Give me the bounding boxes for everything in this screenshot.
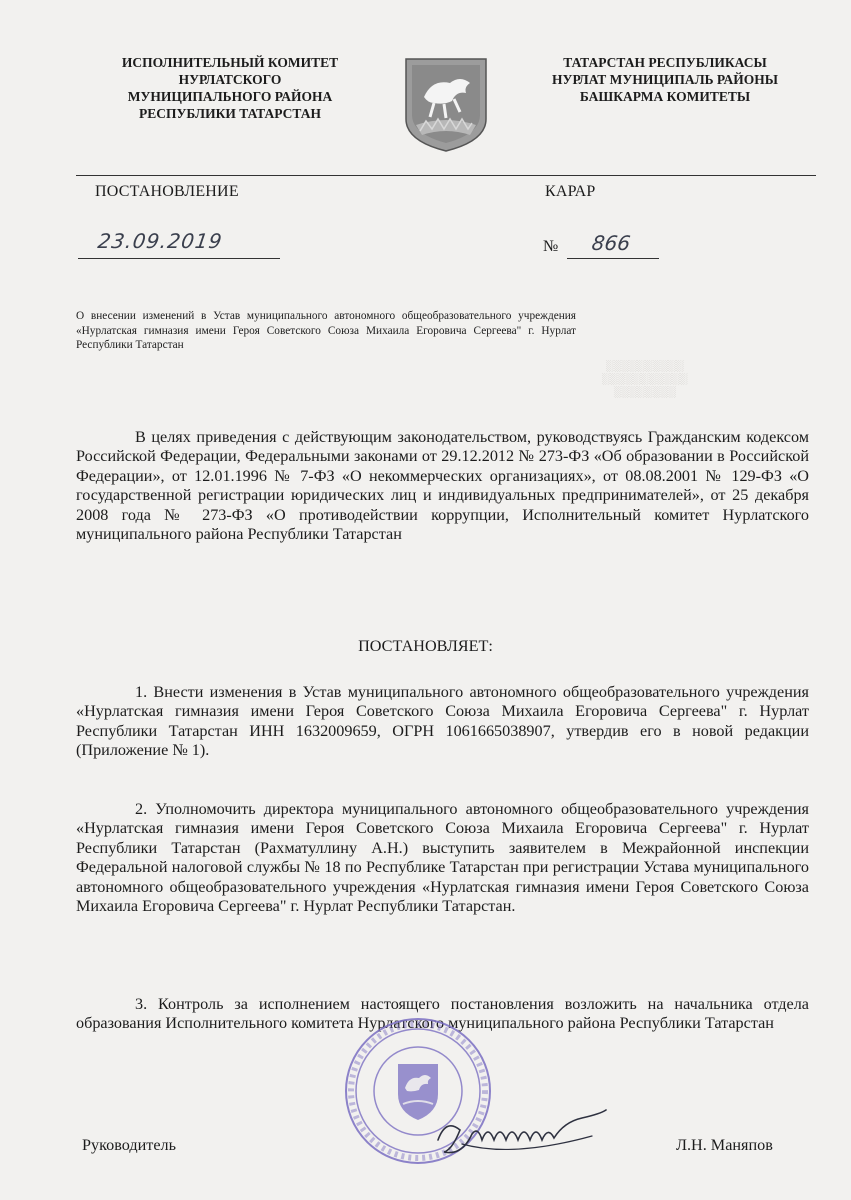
coat-of-arms-icon — [404, 57, 488, 153]
doc-type-ru: ПОСТАНОВЛЕНИЕ — [95, 183, 239, 200]
doc-type-tt: КАРАР — [545, 183, 596, 200]
header-right-line: НУРЛАТ МУНИЦИПАЛЬ РАЙОНЫ — [552, 72, 778, 87]
signatory-name: Л.Н. Маняпов — [676, 1136, 773, 1154]
preamble-paragraph: В целях приведения с действующим законодательством, руководствуясь Гражданским кодексом Российской Федерации, Федеральными законами от 29.12.2012 № 273-ФЗ «Об образовании в Российской Федерации», от 12.01.1996 № 7-ФЗ «О некоммерческих организациях», от 08.08.2001 № 129-ФЗ «О государственной регистрации юридических лиц и индивидуальных предпринимателей», от 25 декабря 2008 года № 273-ФЗ «О противодействии коррупции, Исполнительный комитет Нурлатского муниципального района Республики Татарстан — [76, 428, 809, 544]
handwritten-signature — [432, 1100, 610, 1166]
date-underline — [78, 258, 280, 259]
signatory-title: Руководитель — [82, 1136, 177, 1154]
resolution-item: 3. Контроль за исполнением настоящего постановления возложить на начальника отдела образования Исполнительного комитета Нурлатского муниципального района Республики Татарстан — [76, 995, 809, 1033]
header-divider — [76, 175, 816, 176]
number-underline — [567, 258, 659, 259]
resolution-item: 1. Внести изменения в Устав муниципального автономного общеобразовательного учреждения «Нурлатская гимназия имени Героя Советского Союза Михаила Егоровича Сергеева" г. Нурлат Республики Татарстан ИНН 1632009659, ОГРН 1061665038907, утвердив его в новой редакции (Приложение № 1). — [76, 683, 809, 760]
document-date: 23.09.2019 — [96, 229, 225, 253]
document-number: 866 — [590, 231, 632, 255]
header-left-block — [80, 54, 380, 122]
document-subject: О внесении изменений в Устав муниципального автономного общеобразовательного учреждения «Нурлатская гимназия имени Героя Советского Союза Михаила Егоровича Сергеева" г. Нурлат Республики Татарстан — [76, 310, 576, 351]
header-left-line: НУРЛАТСКОГО — [178, 72, 282, 87]
header-right-line: БАШКАРМА КОМИТЕТЫ — [579, 89, 751, 104]
header-left-line: МУНИЦИПАЛЬНОГО РАЙОНА — [127, 89, 333, 104]
header-left-line: ИСПОЛНИТЕЛЬНЫЙ КОМИТЕТ — [121, 55, 339, 70]
resolves-heading: ПОСТАНОВЛЯЕТ: — [358, 637, 493, 655]
number-sign: № — [543, 238, 559, 255]
header-right-block — [500, 54, 830, 105]
bleed-through-decoration: ░░░░░░░░░░ ░░░░░░░░░░░ ░░░░░░░░ — [602, 360, 688, 398]
header-right-line: ТАТАРСТАН РЕСПУБЛИКАСЫ — [563, 55, 767, 70]
header-left-line: РЕСПУБЛИКИ ТАТАРСТАН — [139, 106, 321, 121]
resolution-item: 2. Уполномочить директора муниципального автономного общеобразовательного учреждения «Нурлатская гимназия имени Героя Советского Союза Михаила Егоровича Сергеева" г. Нурлат Республики Татарстан (Рахматуллину А.Н.) выступить заявителем в Межрайонной инспекции Федеральной налоговой службы № 18 по Республике Татарстан при регистрации Устава муниципального автономного общеобразовательного учреждения «Нурлатская гимназия имени Героя Советского Союза Михаила Егоровича Сергеева" г. Нурлат Республики Татарстан. — [76, 800, 809, 916]
